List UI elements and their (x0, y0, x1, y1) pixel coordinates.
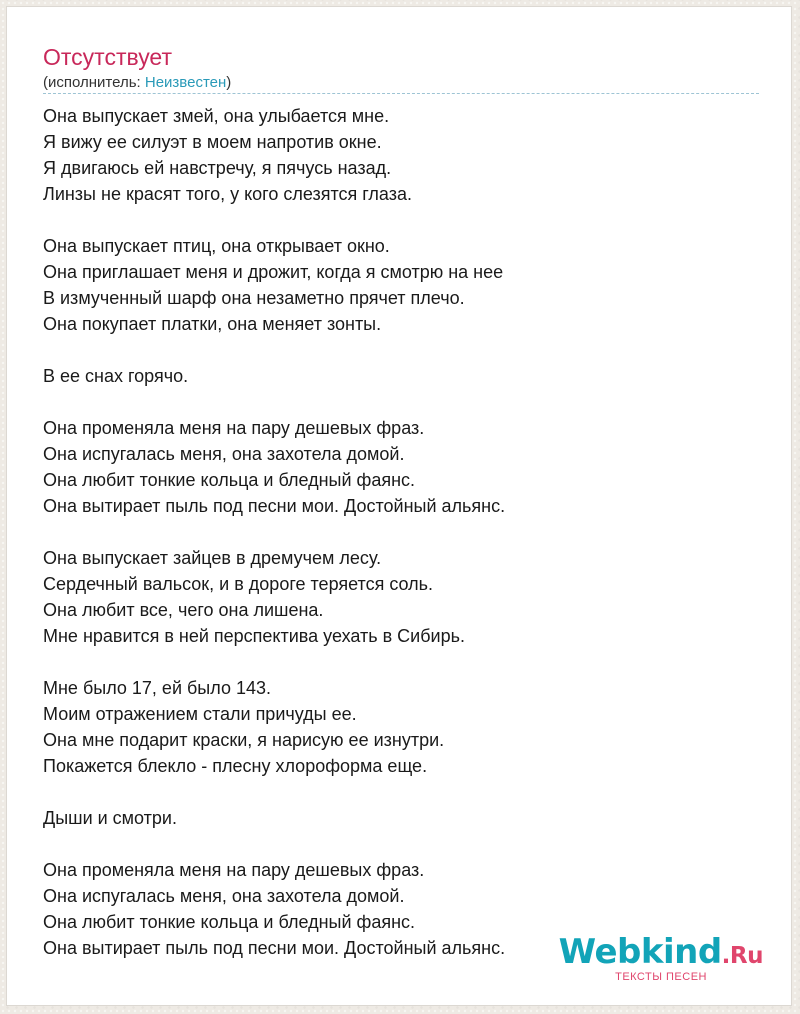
lyric-line: Линзы не красят того, у кого слезятся глаза. (43, 184, 412, 204)
logo-tld: .Ru (721, 943, 763, 969)
lyric-line: Мне было 17, ей было 143. (43, 678, 271, 698)
lyric-line: Она вытирает пыль под песни мои. Достойный альянс. (43, 496, 506, 516)
lyric-line: Она любит тонкие кольца и бледный фаянс. (43, 912, 416, 932)
lyric-line: Она вытирает пыль под песни мои. Достойный альянс. (43, 938, 506, 958)
artist-prefix: (исполнитель: (43, 74, 145, 91)
stanza-gap (43, 831, 759, 857)
logo-word: Webkind (558, 932, 722, 972)
lyric-line: Она мне подарит краски, я нарисую ее изнутри. (43, 730, 445, 750)
lyric-line: Она любит все, чего она лишена. (43, 600, 324, 620)
site-logo[interactable] (553, 934, 763, 983)
lyric-line: Моим отражением стали причуды ее. (43, 704, 357, 724)
lyric-line: Сердечный вальсок, и в дороге теряется соль. (43, 574, 434, 594)
lyric-line: Она променяла меня на пару дешевых фраз. (43, 860, 425, 880)
lyric-line: Она выпускает змей, она улыбается мне. (43, 106, 390, 126)
lyric-line: Дыши и смотри. (43, 808, 177, 828)
lyric-line: Она покупает платки, она меняет зонты. (43, 314, 382, 334)
artist-line (43, 73, 231, 93)
lyric-line: Я двигаюсь ей навстречу, я пячусь назад. (43, 158, 392, 178)
lyric-line: Она променяла меня на пару дешевых фраз. (43, 418, 425, 438)
artist-suffix: ) (226, 74, 232, 91)
lyric-line: Она выпускает зайцев в дремучем лесу. (43, 548, 382, 568)
stanza-gap (43, 519, 759, 545)
lyrics-stanza (43, 415, 759, 519)
logo-wordmark (553, 934, 763, 974)
stanza-gap (43, 389, 759, 415)
lyrics-stanza (43, 233, 759, 337)
stanza-gap (43, 779, 759, 805)
stanza-gap (43, 337, 759, 363)
artist-link[interactable]: Неизвестен (144, 74, 227, 91)
lyric-line: Мне нравится в ней перспектива уехать в Сибирь. (43, 626, 465, 646)
lyric-line: Она испугалась меня, она захотела домой. (43, 444, 405, 464)
lyrics-stanza (43, 363, 759, 389)
lyrics-stanza (43, 675, 759, 779)
lyrics-card (6, 6, 792, 1006)
lyric-line: В ее снах горячо. (43, 366, 189, 386)
lyrics-stanza (43, 805, 759, 831)
stanza-gap (43, 207, 759, 233)
lyrics-body (43, 103, 759, 961)
song-title: Отсутствует (43, 44, 172, 70)
lyric-line: Покажется блекло - плесну хлороформа еще. (43, 756, 428, 776)
lyric-line: В измученный шарф она незаметно прячет плечо. (43, 288, 465, 308)
lyric-line: Она любит тонкие кольца и бледный фаянс. (43, 470, 416, 490)
lyric-line: Она испугалась меня, она захотела домой. (43, 886, 405, 906)
stanza-gap (43, 649, 759, 675)
lyrics-stanza (43, 103, 759, 207)
logo-tagline: ТЕКСТЫ ПЕСЕН (615, 971, 707, 983)
lyric-line: Я вижу ее силуэт в моем напротив окне. (43, 132, 382, 152)
title-divider (43, 93, 759, 94)
lyrics-stanza (43, 545, 759, 649)
lyric-line: Она приглашает меня и дрожит, когда я смотрю на нее (43, 262, 504, 282)
lyric-line: Она выпускает птиц, она открывает окно. (43, 236, 390, 256)
